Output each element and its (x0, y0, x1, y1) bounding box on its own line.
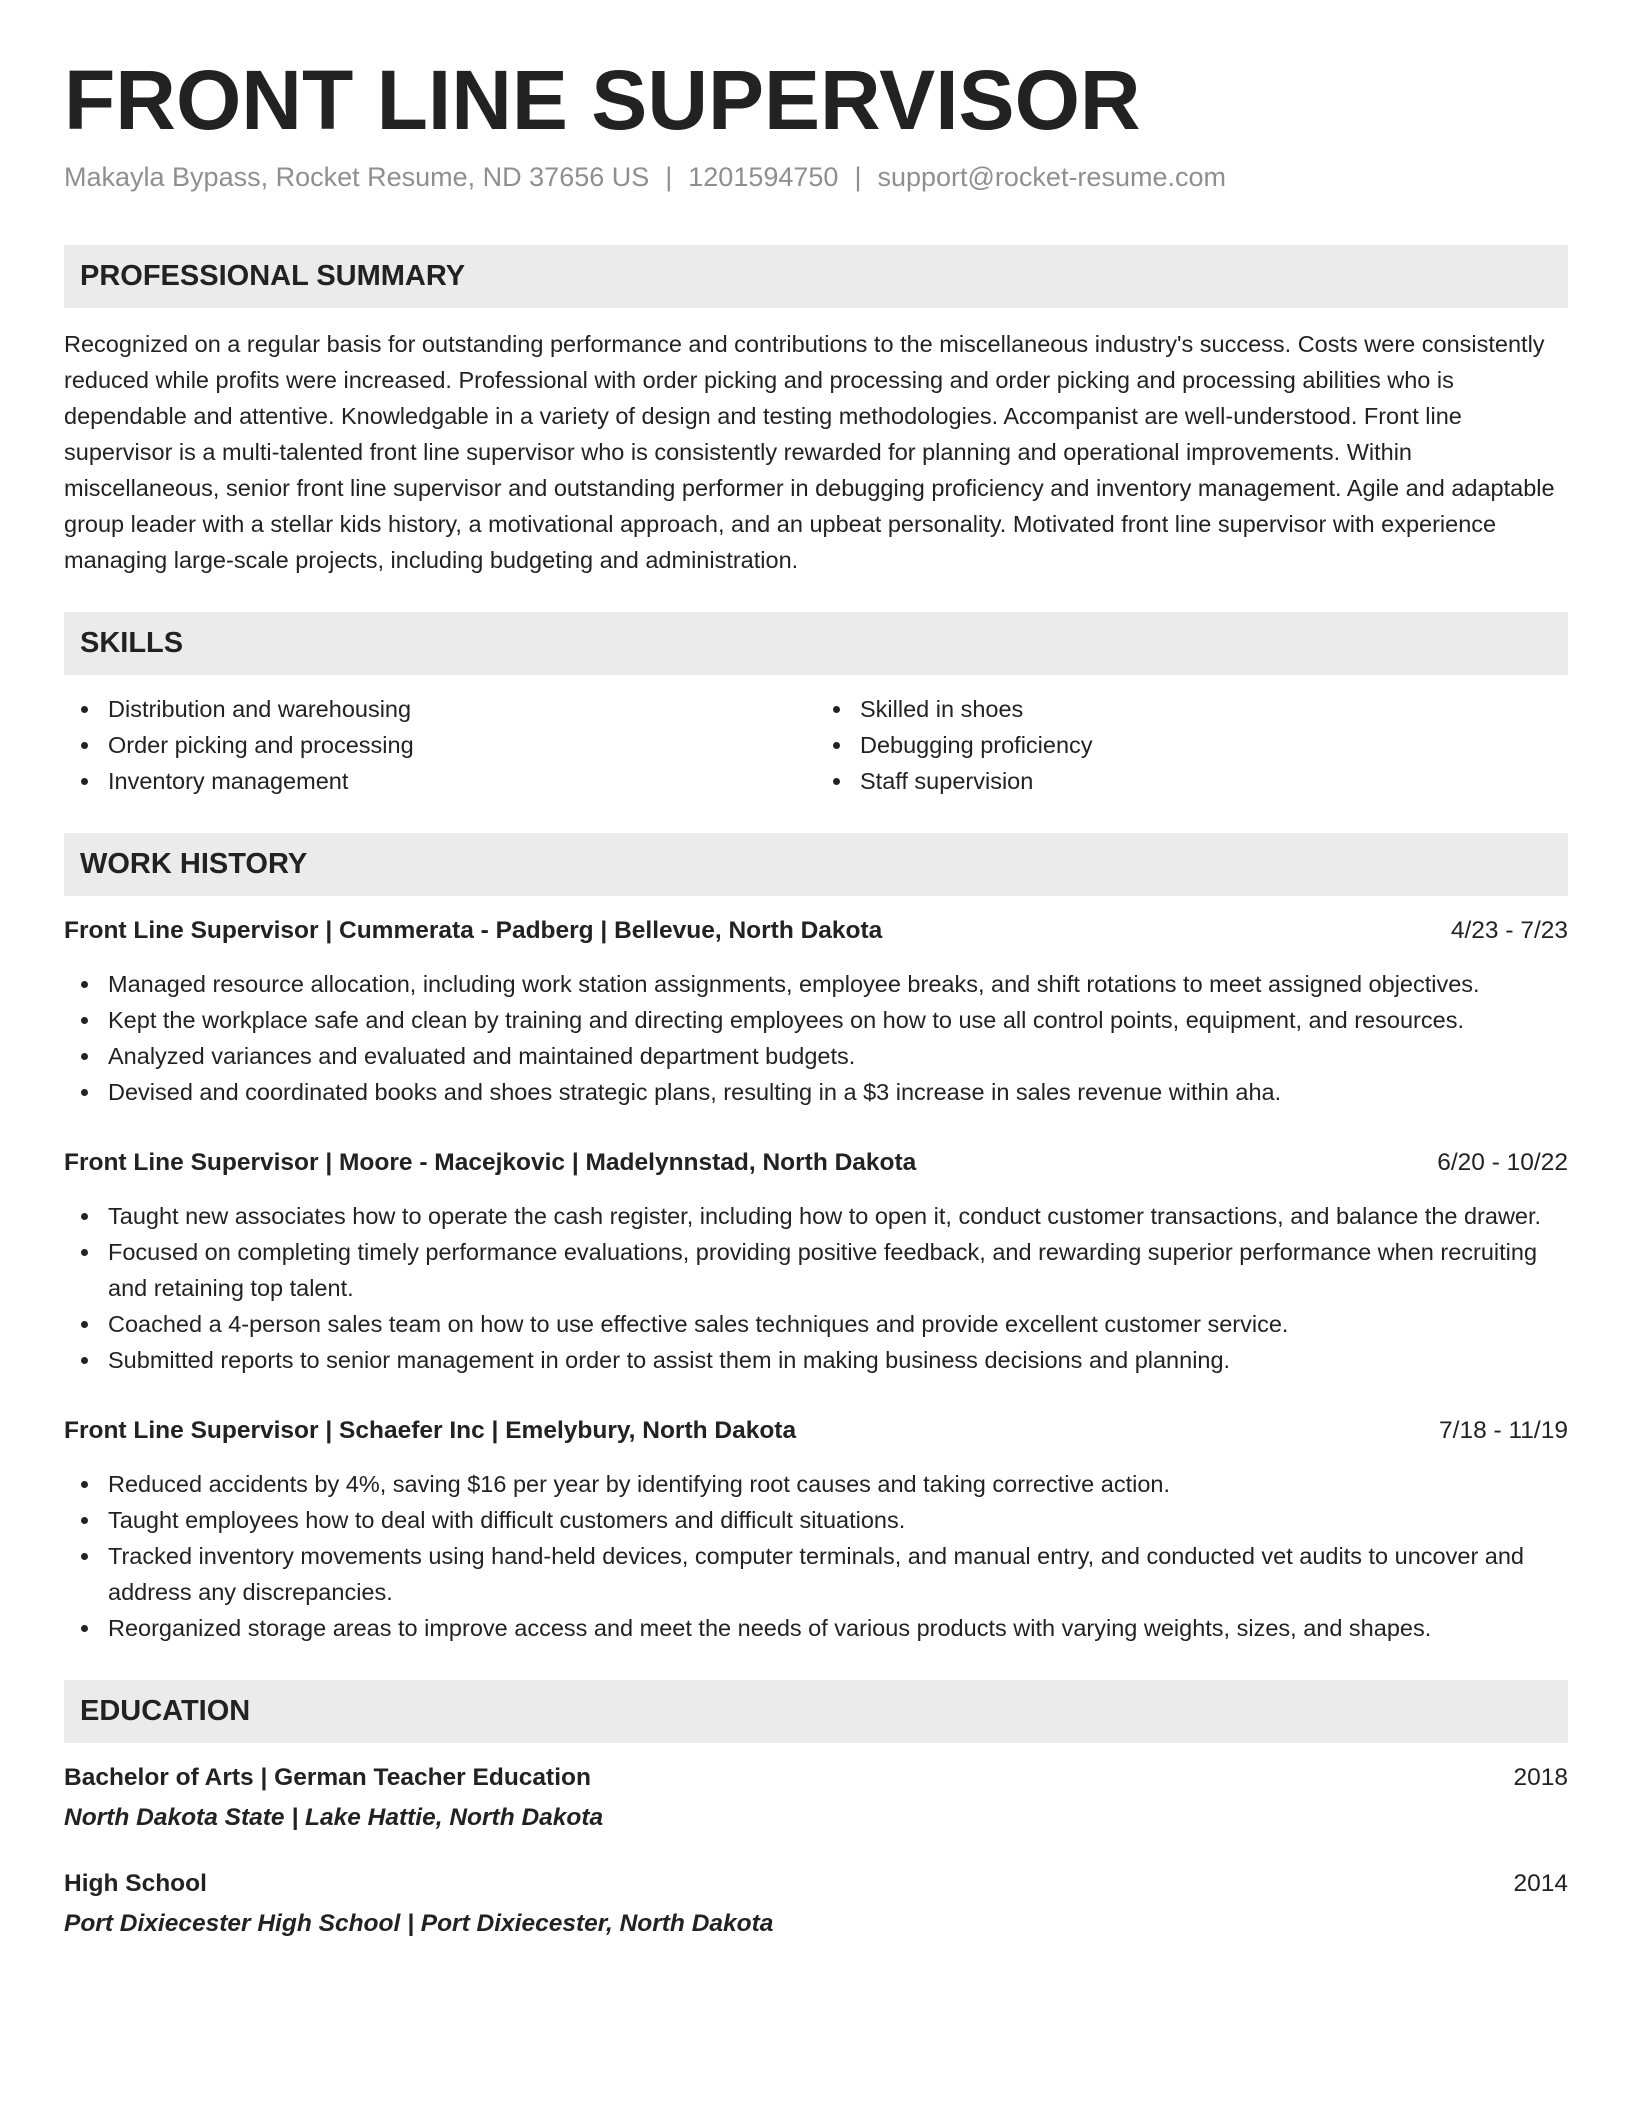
education-entry (64, 1867, 1568, 1941)
job-bullet: Submitted reports to senior management in order to assist them in making business decisions and planning. (64, 1342, 1568, 1378)
job-bullet: Devised and coordinated books and shoes strategic plans, resulting in a $3 increase in sales revenue within aha. (64, 1074, 1568, 1110)
education-entry (64, 1761, 1568, 1835)
skills-list (64, 691, 1568, 799)
job-bullet: Kept the workplace safe and clean by training and directing employees on how to use all control points, equipment, and resources. (64, 1002, 1568, 1038)
skill-item: Skilled in shoes (816, 691, 1568, 727)
skill-item: Order picking and processing (64, 727, 816, 763)
skill-item: Distribution and warehousing (64, 691, 816, 727)
job-bullet: Tracked inventory movements using hand-held devices, computer terminals, and manual entry, and conducted vet audits to uncover and address any discrepancies. (64, 1538, 1568, 1610)
job-bullet: Taught new associates how to operate the cash register, including how to open it, conduct customer transactions, and balance the drawer. (64, 1198, 1568, 1234)
skills-section-header (64, 612, 1568, 675)
job-bullets (64, 966, 1568, 1110)
skills-heading: SKILLS (80, 627, 184, 660)
education-degree: Bachelor of Arts | German Teacher Education (64, 1764, 591, 1792)
job-entry (64, 1414, 1568, 1646)
skill-item: Debugging proficiency (816, 727, 1568, 763)
job-entry (64, 1146, 1568, 1378)
contact-separator: | (854, 162, 862, 193)
contact-address: Makayla Bypass, Rocket Resume, ND 37656 US (64, 162, 650, 193)
job-title: Front Line Supervisor | Moore - Macejkovic | Madelynnstad, North Dakota (64, 1149, 917, 1177)
job-header (64, 1146, 1568, 1180)
job-bullet: Focused on completing timely performance evaluations, providing positive feedback, and rewarding superior performance when recruiting and retaining top talent. (64, 1234, 1568, 1306)
job-bullet: Taught employees how to deal with difficult customers and difficult situations. (64, 1502, 1568, 1538)
resume-name: FRONT LINE SUPERVISOR (64, 53, 1141, 147)
job-bullets (64, 1466, 1568, 1646)
summary-heading: PROFESSIONAL SUMMARY (80, 260, 466, 293)
work-section-header (64, 833, 1568, 896)
education-header (64, 1761, 1568, 1795)
summary-section-header (64, 245, 1568, 308)
contact-email: support@rocket-resume.com (877, 162, 1226, 193)
skills-column-right (816, 691, 1568, 799)
job-dates: 6/20 - 10/22 (1437, 1149, 1568, 1177)
education-heading: EDUCATION (80, 1695, 251, 1728)
education-year: 2018 (1513, 1764, 1568, 1792)
job-bullets (64, 1198, 1568, 1378)
summary-text: Recognized on a regular basis for outstanding performance and contributions to the miscellaneous industry's success. Costs were consistently reduced while profits were increased. Professional with order picking and processing and order picking and processing abilities who is dependable and attentive. Knowledgable in a variety of design and testing methodologies. Accompanist are well-understood. Front line supervisor is a multi-talented front line supervisor who is consistently rewarded for planning and operational improvements. Within miscellaneous, senior front line supervisor and outstanding performer in debugging proficiency and inventory management. Agile and adaptable group leader with a stellar kids history, a motivational approach, and an upbeat personality. Motivated front line supervisor with experience managing large-scale projects, including budgeting and administration. (64, 331, 1555, 574)
education-header (64, 1867, 1568, 1901)
contact-separator: | (665, 162, 673, 193)
job-bullet: Analyzed variances and evaluated and maintained department budgets. (64, 1038, 1568, 1074)
skills-column-left (64, 691, 816, 799)
job-bullet: Managed resource allocation, including work station assignments, employee breaks, and shift rotations to meet assigned objectives. (64, 966, 1568, 1002)
job-header (64, 914, 1568, 948)
job-bullet: Coached a 4-person sales team on how to use effective sales techniques and provide excellent customer service. (64, 1306, 1568, 1342)
education-degree: High School (64, 1870, 207, 1898)
contact-phone: 1201594750 (688, 162, 839, 193)
education-year: 2014 (1513, 1870, 1568, 1898)
job-header (64, 1414, 1568, 1448)
job-bullet: Reorganized storage areas to improve access and meet the needs of various products with varying weights, sizes, and shapes. (64, 1610, 1568, 1646)
job-dates: 7/18 - 11/19 (1439, 1417, 1568, 1445)
job-title: Front Line Supervisor | Schaefer Inc | Emelybury, North Dakota (64, 1417, 797, 1445)
education-school: Port Dixiecester High School | Port Dixiecester, North Dakota (64, 1910, 774, 1938)
job-title: Front Line Supervisor | Cummerata - Padberg | Bellevue, North Dakota (64, 917, 883, 945)
education-school: North Dakota State | Lake Hattie, North Dakota (64, 1804, 604, 1832)
job-entry (64, 914, 1568, 1110)
education-section-header (64, 1680, 1568, 1743)
skill-item: Inventory management (64, 763, 816, 799)
work-heading: WORK HISTORY (80, 848, 308, 881)
job-bullet: Reduced accidents by 4%, saving $16 per year by identifying root causes and taking corrective action. (64, 1466, 1568, 1502)
skill-item: Staff supervision (816, 763, 1568, 799)
job-dates: 4/23 - 7/23 (1450, 917, 1568, 945)
contact-line (64, 160, 1568, 195)
